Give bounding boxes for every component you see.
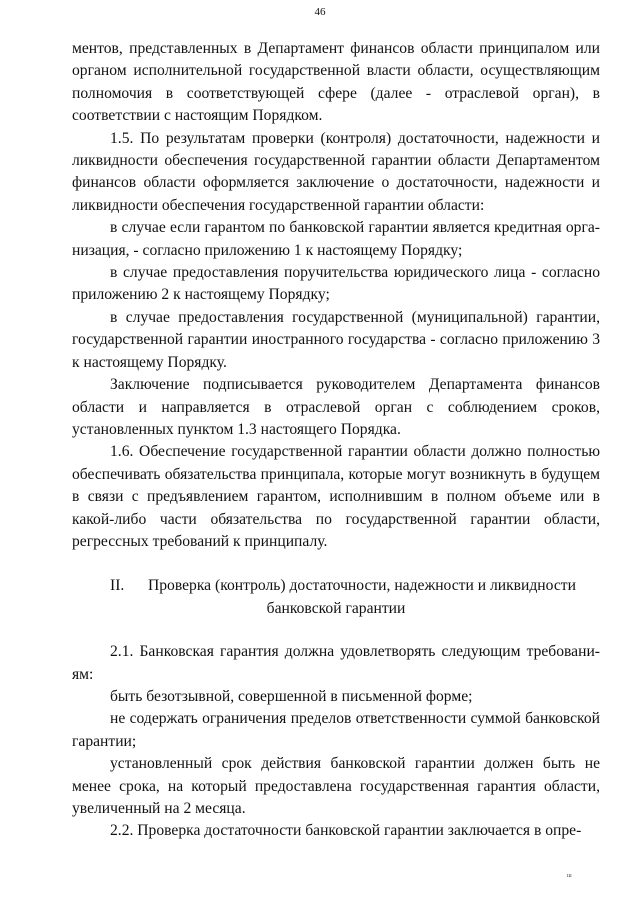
page-number: 46	[314, 6, 326, 18]
requirement-item-3: установленный срок действия банковской гарантии должен быть не менее срока, на который предоставлена государственная гарантия области, увеличенный на 2 месяца.	[72, 755, 600, 817]
list-item-appendix-1: в случае если гарантом по банковской гарантии является кредитная организация, - согласно приложению 1 к настоящему Порядку;	[72, 219, 600, 259]
paragraph-1-5: 1.5. По результатам проверки (контроля) достаточности, надежности и ликвидности обеспечения государственной гарантии области Департаментом финансов области оформляется заключение о достаточности, надежности и ликвидности обеспечения государственной гарантии области:	[72, 129, 600, 214]
paragraph-continuation: ментов, представленных в Департамент финансов области принципалом или органом исполнительной государственной власти области, осуществляющим полномочия в соответствующей сфере (далее - отраслевой орган), в соответствии с настоящим Порядком.	[72, 40, 600, 125]
list-item-appendix-2: в случае предоставления поручительства юридического лица - согласно приложению 2 к настоящему Порядку;	[72, 264, 600, 304]
list-item-appendix-3: в случае предоставления государственной (муниципальной) гарантии, государственной гарантии иностранного государства - согласно приложению 3 к настоящему Порядку.	[72, 308, 600, 371]
section-title-line2: банковской гарантии	[266, 599, 406, 617]
paragraph-1-6: 1.6. Обеспечение государственной гарантии области должно полностью обеспечивать обязательства принципала, которые могут возникнуть в будущем в связи с предъявлением гарантом, исполнившим в полном объеме или в какой-либо части обязательства по государственной гарантии области, регрессных требований к принципалу.	[72, 443, 600, 550]
section-heading	[72, 575, 600, 620]
paragraph-2-1: 2.1. Банковская гарантия должна удовлетворять следующим требованиям:	[72, 643, 600, 683]
paragraph-2-2: 2.2. Проверка достаточности банковской гарантии заключается в опре-	[110, 822, 582, 840]
footer-mark: ш	[567, 873, 572, 879]
paragraph-signature: Заключение подписывается руководителем Департамента финансов области и направляется в отраслевой орган с соблюдением сроков, установленных пунктом 1.3 настоящего Порядка.	[72, 376, 600, 438]
section-title-line1: Проверка (контроль) достаточности, надежности и ликвидности	[148, 577, 576, 595]
requirement-item-1: быть безотзывной, совершенной в письменной форме;	[110, 687, 473, 705]
section-number: II.	[110, 577, 125, 595]
requirement-item-2: не содержать ограничения пределов ответственности суммой банковской гарантии;	[72, 710, 600, 750]
document-body	[72, 38, 600, 843]
